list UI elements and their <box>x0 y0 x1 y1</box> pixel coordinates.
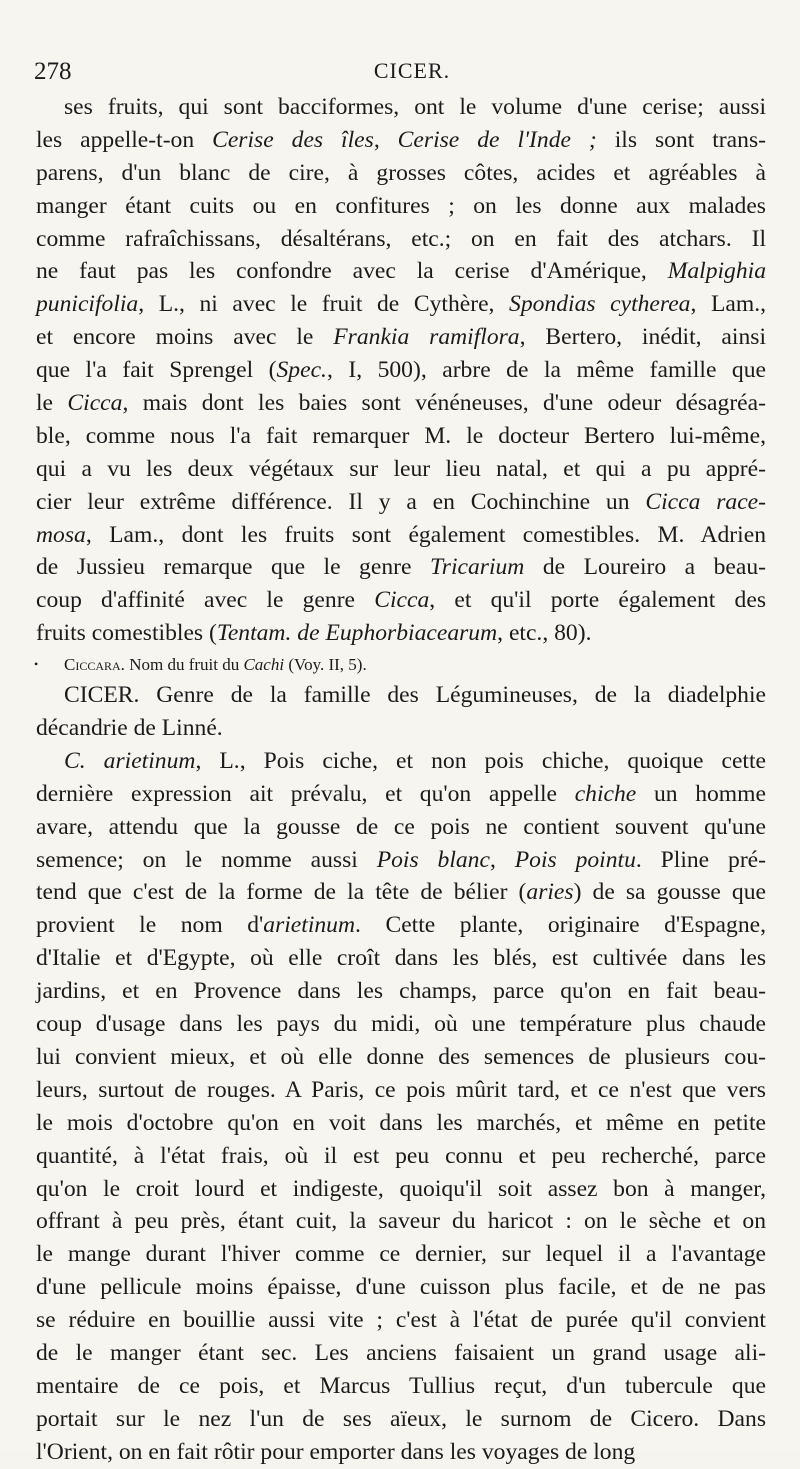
text-run: décandrie de Linné. <box>36 715 223 742</box>
text-run: , mais dont les baies sont vénéneuses, d'une odeur désagréa- <box>122 390 766 417</box>
text-line <box>36 387 766 420</box>
italic-run: chiche <box>574 780 637 807</box>
italic-run: Cerise des îles <box>212 126 374 153</box>
text-line <box>36 1370 766 1403</box>
italic-run: Cicca <box>67 390 123 417</box>
text-line <box>36 486 766 519</box>
text-line <box>36 453 766 486</box>
text-line <box>36 354 766 387</box>
text-run: d'Italie et d'Egypte, où elle croît dans les blés, est cultivée dans les <box>36 945 766 972</box>
text-line <box>36 1107 766 1140</box>
text-run: lui convient mieux, et où elle donne des semences de plusieurs cou- <box>36 1043 766 1070</box>
text-line <box>36 1337 766 1370</box>
text-run: Nom du fruit du <box>124 655 244 675</box>
page-number: 278 <box>34 58 72 85</box>
text-run: leurs, surtout de rouges. A Paris, ce pois mûrit tard, et ce n'est que vers <box>36 1076 766 1103</box>
text-line <box>36 91 766 124</box>
text-line <box>36 712 766 745</box>
italic-run: arietinum <box>263 912 356 939</box>
text-run: jardins, et en Provence dans les champs, parce qu'on en fait beau- <box>36 978 766 1005</box>
text-line <box>36 844 766 877</box>
text-run: coup d'affinité avec le genre <box>36 587 375 614</box>
italic-run: Cicca <box>374 587 430 614</box>
small-caps-run: Ciccara. <box>64 655 125 675</box>
text-run: le <box>36 390 68 417</box>
text-line <box>36 1140 766 1173</box>
text-run: d'une pellicule moins épaisse, d'une cuisson plus facile, et de ne pas <box>36 1274 766 1301</box>
bullet-mark: • <box>34 657 39 672</box>
text-run: parens, d'un blanc de cire, à grosses côtes, acides et agréables à <box>36 159 766 186</box>
text-run: de Loureiro a beau- <box>524 554 767 581</box>
text-line <box>36 811 766 844</box>
text-run: manger étant cuits ou en confitures ; on les donne aux malades <box>36 192 766 219</box>
text-run: cier leur extrême différence. Il y a en Cochinchine un <box>36 488 646 515</box>
text-run: . Pline pré- <box>635 846 767 873</box>
text-run: , et qu'il porte également des <box>429 587 766 614</box>
italic-run: Tentam. de Euphorbiacearum <box>216 620 498 647</box>
text-line <box>36 876 766 909</box>
text-run: , L., ni avec le fruit de Cythère, <box>138 291 510 318</box>
text-run: que l'a fait Sprengel ( <box>36 357 277 384</box>
text-run: quantité, à l'état frais, où il est peu connu et peu recherché, parce <box>36 1142 766 1169</box>
text-run: et encore moins avec le <box>36 324 334 351</box>
text-line <box>36 190 766 223</box>
italic-run: C. arietinum <box>64 747 196 774</box>
text-run: coup d'usage dans les pays du midi, où une température plus chaude <box>36 1011 766 1038</box>
text-run: de Jussieu remarque que le genre <box>36 554 430 581</box>
text-run: , etc., 80). <box>497 620 592 647</box>
text-line <box>36 909 766 942</box>
text-run: , I, 500), arbre de la même famille que <box>326 357 766 384</box>
text-line <box>36 157 766 190</box>
text-line <box>36 584 766 617</box>
text-run: ils sont trans- <box>596 126 766 153</box>
italic-run: Spec. <box>276 357 327 384</box>
paragraph-cicca-fruits <box>36 91 766 650</box>
text-line <box>36 617 766 650</box>
text-line <box>36 975 766 1008</box>
text-run: de le manger étant sec. Les anciens faisaient un grand usage ali- <box>36 1339 766 1366</box>
text-run: comme rafraîchissans, désaltérans, etc.; on en fait des atchars. Il <box>36 225 766 252</box>
italic-run: aries <box>526 879 574 906</box>
text-run: les appelle-t-on <box>36 126 213 153</box>
paragraph-cicer-arietinum <box>36 745 766 1469</box>
text-run: se réduire en bouillie aussi vite ; c'est à l'état de purée qu'il convient <box>36 1307 766 1334</box>
text-line <box>36 420 766 453</box>
text-run: semence; on le nomme aussi <box>36 846 377 873</box>
text-line <box>36 1238 766 1271</box>
text-run: offrant à peu près, étant cuit, la saveur du haricot : on le sèche et on <box>36 1208 766 1235</box>
text-run: ses fruits, qui sont bacciformes, ont le volume d'une cerise; aussi <box>64 94 766 120</box>
text-line <box>36 223 766 256</box>
text-run: provient le nom d' <box>36 912 264 939</box>
text-line <box>36 650 766 679</box>
text-run: un homme <box>636 780 766 807</box>
italic-run: Pois blanc <box>376 846 490 873</box>
text-line <box>36 778 766 811</box>
text-line <box>36 1436 766 1469</box>
text-run: portait sur le nez l'un de ses aïeux, le surnom de Cicero. Dans <box>36 1405 766 1432</box>
italic-run: Malpighia <box>667 258 766 285</box>
running-head <box>34 58 780 88</box>
text-run: , Lam., dont les fruits sont également comestibles. M. Adrien <box>85 521 766 548</box>
italic-run: Cachi <box>243 655 285 675</box>
italic-run: mosa <box>36 521 86 548</box>
body-text <box>36 91 766 1469</box>
text-run: . Cette plante, originaire d'Espagne, <box>355 912 766 939</box>
text-run: ) de sa gousse que <box>573 879 766 906</box>
text-line <box>36 321 766 354</box>
text-run: ne faut pas les confondre avec la cerise d'Amérique, <box>36 258 668 285</box>
text-run: fruits comestibles ( <box>36 620 217 647</box>
italic-run: Cicca race- <box>645 488 767 515</box>
running-title: CICER. <box>373 58 451 83</box>
entry-ciccara <box>36 650 766 679</box>
text-run: CICER. Genre de la famille des Légumineuses, de la diadelphie <box>64 682 766 709</box>
italic-run: Spondias cytherea <box>509 291 691 318</box>
text-line <box>36 1008 766 1041</box>
italic-run: punicifolia <box>36 291 139 318</box>
text-run: , <box>373 126 398 153</box>
text-line <box>36 124 766 157</box>
text-run: ble, comme nous l'a fait remarquer M. le docteur Bertero lui-même, <box>36 422 766 449</box>
text-line <box>36 679 766 712</box>
paragraph-cicer-genus <box>36 679 766 745</box>
text-run: avare, attendu que la gousse de ce pois ne contient souvent qu'une <box>36 813 766 840</box>
text-run: , <box>489 846 515 873</box>
italic-run: Pois pointu <box>514 846 636 873</box>
text-run: tend que c'est de la forme de la tête de bélier ( <box>36 879 527 906</box>
text-line <box>36 1041 766 1074</box>
text-run: , Bertero, inédit, ainsi <box>519 324 766 351</box>
text-run: l'Orient, on en fait rôtir pour emporter dans les voyages de long <box>36 1438 636 1465</box>
text-run: , Lam., <box>690 291 766 318</box>
text-line <box>36 551 766 584</box>
text-line <box>36 745 766 778</box>
text-run: , L., Pois ciche, et non pois chiche, quoique cette <box>195 747 766 774</box>
italic-run: Frankia ramiflora <box>333 324 520 351</box>
text-line <box>36 255 766 288</box>
text-run: qui a vu les deux végétaux sur leur lieu natal, et qui a pu appré- <box>36 455 766 482</box>
text-line <box>36 519 766 552</box>
text-run: (Voy. II, 5). <box>284 655 367 675</box>
text-run: le mange durant l'hiver comme ce dernier, sur lequel il a l'avantage <box>36 1241 766 1268</box>
text-run: dernière expression ait prévalu, et qu'on appelle <box>36 780 575 807</box>
text-line <box>36 1271 766 1304</box>
text-line <box>36 942 766 975</box>
text-line <box>36 1173 766 1206</box>
text-run: qu'on le croit lourd et indigeste, quoiqu'il soit assez bon à manger, <box>36 1175 766 1202</box>
text-line <box>36 288 766 321</box>
text-line <box>36 1403 766 1436</box>
text-line <box>36 1304 766 1337</box>
italic-run: Cerise de l'Inde ; <box>397 126 597 153</box>
text-line <box>36 1074 766 1107</box>
text-run: le mois d'octobre qu'on en voit dans les marchés, et même en petite <box>36 1109 766 1136</box>
text-line <box>36 1205 766 1238</box>
italic-run: Tricarium <box>429 554 525 581</box>
text-run: mentaire de ce pois, et Marcus Tullius reçut, d'un tubercule que <box>36 1372 766 1399</box>
